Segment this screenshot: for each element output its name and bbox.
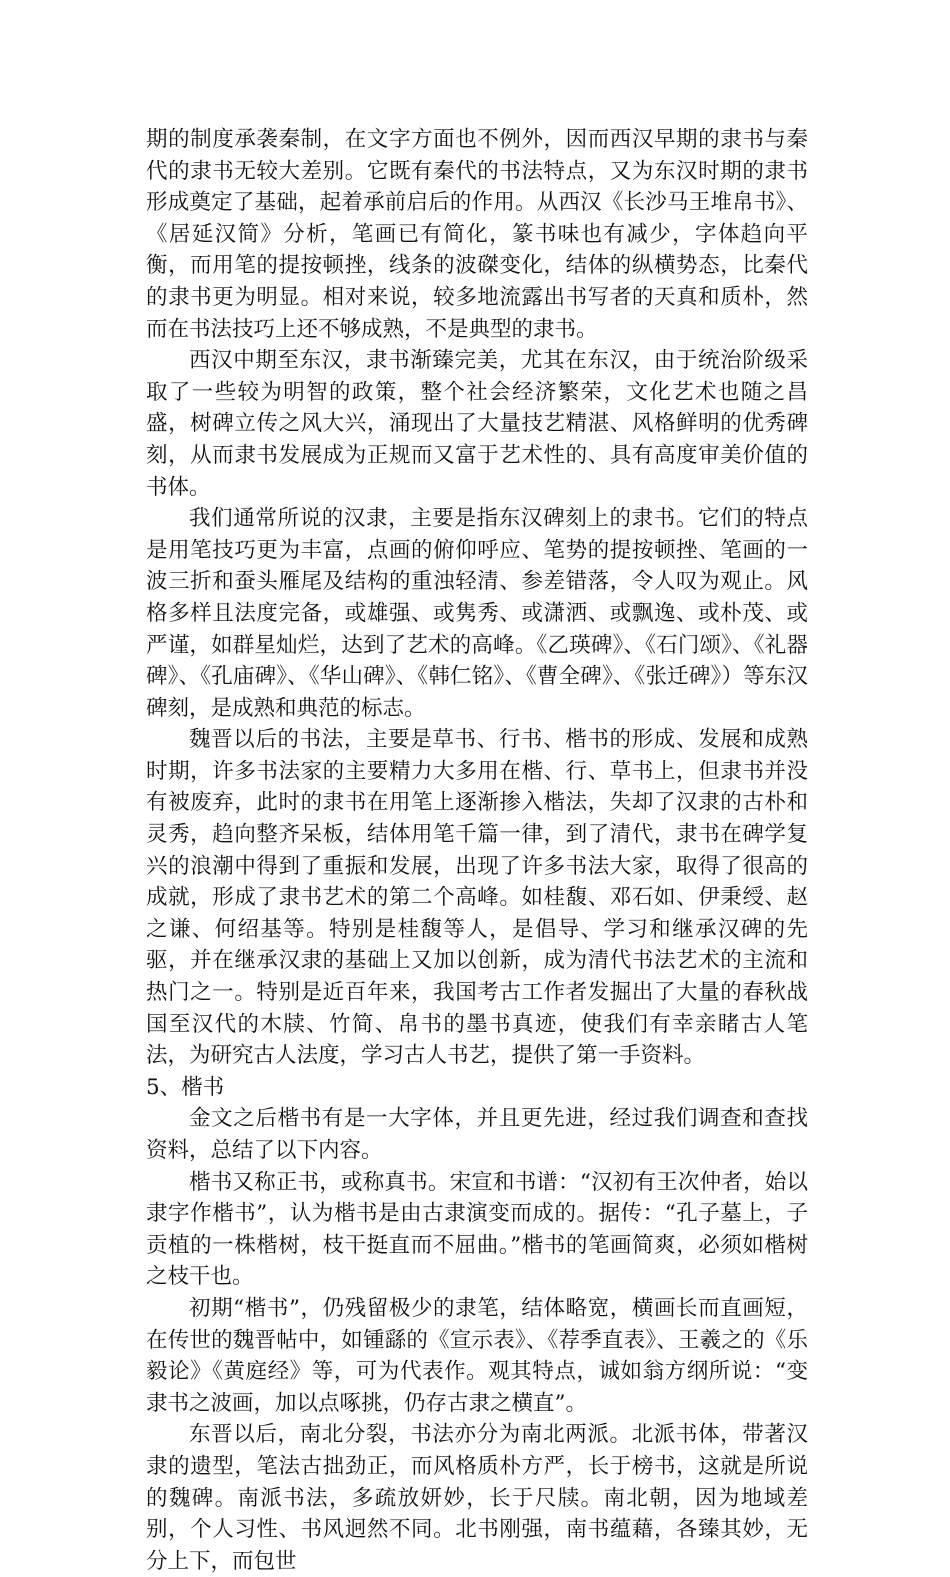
- paragraph-continuation: 期的制度承袭秦制，在文字方面也不例外，因而西汉早期的隶书与秦代的隶书无较大差别。它既有秦代的书法特点，又为东汉时期的隶书形成奠定了基础，起着承前启后的作用。从西汉《长沙马王堆帛书》、《居延汉简》分析，笔画已有简化，篆书味也有减少，字体趋向平衡，而用笔的提按顿挫，线条的波磔变化，结体的纵横势态，比秦代的隶书更为明显。相对来说，较多地流露出书写者的天真和质朴，然而在书法技巧上还不够成熟，不是典型的隶书。: [146, 127, 808, 342]
- paragraph-eastern-han-steles: 我们通常所说的汉隶，主要是指东汉碑刻上的隶书。它们的特点是用笔技巧更为丰富，点画的俯仰呼应、笔势的提按顿挫、笔画的一波三折和蚕头雁尾及结构的重浊轻清、参差错落，令人叹为观止。风格多样且法度完备，或雄强、或隽秀、或潇洒、或飘逸、或朴茂、或严谨，如群星灿烂，达到了艺术的高峰。《乙瑛碑》、《石门颂》、《礼器碑》、《孔庙碑》、《华山碑》、《韩仁铭》、《曹全碑》、《张迁碑》）等东汉碑刻，是成熟和典范的标志。: [146, 506, 808, 721]
- paragraph-kaishu-intro: 金文之后楷书有是一大字体，并且更先进，经过我们调查和查找资料，总结了以下内容。: [146, 1106, 808, 1163]
- paragraph-wei-jin-and-qing: 魏晋以后的书法，主要是草书、行书、楷书的形成、发展和成熟时期，许多书法家的主要精力大多用在楷、行、草书上，但隶书并没有被废弃，此时的隶书在用笔上逐渐掺入楷法，失却了汉隶的古朴和灵秀，趋向整齐呆板，结体用笔千篇一律，到了清代，隶书在碑学复兴的浪潮中得到了重振和发展，出现了许多书法大家，取得了很高的成就，形成了隶书艺术的第二个高峰。如桂馥、邓石如、伊秉绶、赵之谦、何绍基等。特别是桂馥等人，是倡导、学习和继承汉碑的先驱，并在继承汉隶的基础上又加以创新，成为清代书法艺术的主流和热门之一。特别是近百年来，我国考古工作者发掘出了大量的春秋战国至汉代的木牍、竹简、帛书的墨书真迹，使我们有幸亲睹古人笔法，为研究古人法度，学习古人书艺，提供了第一手资料。: [146, 727, 808, 1069]
- paragraph-western-han-development: 西汉中期至东汉，隶书渐臻完美，尤其在东汉，由于统治阶级采取了一些较为明智的政策，整个社会经济繁荣，文化艺术也随之昌盛，树碑立传之风大兴，涌现出了大量技艺精湛、风格鲜明的优秀碑刻，从而隶书发展成为正规而又富于艺术性的、具有高度审美价值的书体。: [146, 348, 808, 500]
- paragraph-kaishu-definition: 楷书又称正书，或称真书。宋宣和书谱：“汉初有王次仲者，始以隶字作楷书”，认为楷书是由古隶演变而成的。据传：“孔子墓上，子贡植的一株楷树，枝干挺直而不屈曲。”楷书的笔画简爽，必须如楷树之枝干也。: [146, 1169, 808, 1290]
- paragraph-north-south-schools: 东晋以后，南北分裂，书法亦分为南北两派。北派书体，带著汉隶的遗型，笔法古拙劲正，而风格质朴方严，长于榜书，这就是所说的魏碑。南派书法，多疏放妍妙，长于尺牍。南北朝，因为地域差别，个人习性、书风迥然不同。北书刚强，南书蕴藉，各臻其妙，无分上下，而包世: [146, 1422, 808, 1574]
- document-body: [146, 124, 808, 1577]
- paragraph-early-kaishu: 初期“楷书”，仍残留极少的隶笔，结体略宽，横画长而直画短，在传世的魏晋帖中，如锺繇的《宣示表》、《荐季直表》、王羲之的《乐毅论》《黄庭经》等，可为代表作。观其特点，诚如翁方纲所说：“变隶书之波画，加以点啄挑，仍存古隶之横直”。: [146, 1295, 808, 1416]
- section-heading-kaishu: 5、楷书: [146, 1074, 225, 1100]
